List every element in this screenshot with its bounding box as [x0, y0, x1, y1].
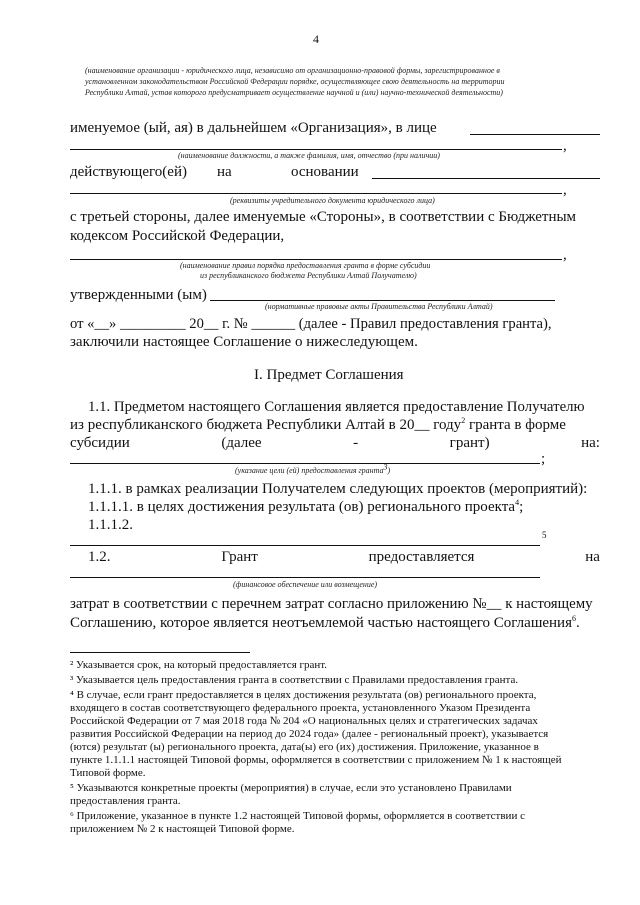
footnote-4-line-2: входящего в состав соответствующего федерального проекта, установленного Указом Президента: [70, 702, 531, 714]
position-fill-line: [70, 149, 562, 150]
position-caption: (наименование должности, а также фамилия, имя, отчество (при наличии): [178, 151, 440, 160]
costs-line-2-text: Соглашению, которое является неотъемлемой частью настоящего Соглашения: [70, 615, 572, 631]
clause-1-2-number: 1.2.: [88, 549, 111, 565]
word-for: на:: [581, 435, 600, 451]
projects-fill-line: [70, 545, 540, 546]
approved-text: утвержденными (ым): [70, 287, 207, 303]
word-grant: грант): [449, 435, 490, 451]
funding-fill-line: [70, 577, 540, 578]
acting-word-2: на: [217, 164, 232, 180]
costs-line-2: [70, 614, 580, 632]
word-hereinafter: (далее: [221, 435, 262, 451]
acting-word-3: основании: [291, 164, 359, 180]
footnote-ref-6: 6: [571, 614, 576, 623]
footnote-4-line-6: пункте 1.1.1.1 настоящей Типовой формы, оформляется в соответствии с приложением № 1 к настоящей: [70, 754, 562, 766]
rules-caption-line-2: из республиканского бюджета Республики Алтай Получателю): [200, 271, 417, 280]
word-dash: -: [353, 435, 359, 451]
header-caption-line-1: (наименование организации - юридического лица, независимо от организационно-правовой формы, зарегистрированное в: [85, 66, 500, 75]
clause-1-2-for: на: [585, 549, 600, 565]
page-number: 4: [313, 32, 319, 46]
clause-1-2-grant: Грант: [221, 549, 258, 565]
third-party-line-2: кодексом Российской Федерации,: [70, 228, 285, 244]
rules-fill-line: [70, 259, 562, 260]
funding-caption: (финансовое обеспечение или возмещение): [233, 580, 378, 589]
clause-1-1-line-2: [70, 416, 566, 434]
clause-1-1-line-2-end: гранта в форме: [465, 417, 566, 433]
header-caption-line-3: Республики Алтай, устав которого предусматривает осуществление научной и (или) научно-технической деятельности): [85, 88, 503, 97]
word-subsidy: субсидии: [70, 435, 130, 451]
rules-caption-line-1: (наименование правил порядка предоставления гранта в форме субсидии: [180, 261, 431, 270]
footnote-ref-5: 5: [542, 530, 547, 540]
clause-1-1-line-2-text: из республиканского бюджета Республики Алтай в 20__ году: [70, 417, 462, 433]
section-title: I. Предмет Соглашения: [254, 367, 404, 383]
footnote-2: ² Указывается срок, на который предоставляется грант.: [70, 659, 328, 671]
footnote-4-line-4: развития Российской Федерации на период до 2024 года» (далее - региональный проект), указывается: [70, 728, 549, 740]
clause-1-1-line-1: 1.1. Предметом настоящего Соглашения является предоставление Получателю: [88, 399, 585, 415]
charter-caption: (реквизиты учредительного документа юридического лица): [230, 196, 435, 205]
header-caption-line-2: установленном законодательством Российской Федерации порядке, осуществляющее свою деятельность на территории: [85, 77, 505, 86]
named-fill-line: [470, 134, 600, 135]
purpose-caption: [235, 462, 391, 475]
purpose-fill-line: [70, 463, 540, 464]
basis-fill-line: [372, 178, 600, 179]
comma: ,: [563, 138, 567, 154]
clause-1-1-1-2: 1.1.1.2.: [88, 517, 133, 533]
clause-1-1-line-3: [70, 434, 600, 452]
approved-fill-line: [210, 300, 555, 301]
approved-caption: (нормативные правовые акты Правительства Республики Алтай): [265, 302, 493, 311]
costs-line-2-end: .: [575, 615, 580, 631]
clause-1-1-1-1-end: ;: [519, 499, 524, 515]
third-party-line-1: с третьей стороны, далее именуемые «Стороны», в соответствии с Бюджетным: [70, 209, 577, 225]
charter-fill-line: [70, 193, 562, 194]
footnote-ref-2: 2: [461, 416, 466, 425]
date-line-2: заключили настоящее Соглашение о нижеследующем.: [70, 334, 418, 350]
footnote-4-line-3: Российской Федерации от 7 мая 2018 года № 204 «О национальных целях и стратегических задачах: [70, 715, 538, 727]
footnote-ref-4: 4: [515, 498, 520, 507]
footnote-4-line-1: ⁴ В случае, если грант предоставляется в целях достижения результата (ов) регионального проекта,: [70, 689, 537, 701]
purpose-caption-text: (указание цели (ей) предоставления гранта: [235, 466, 384, 475]
semicolon: ;: [541, 451, 546, 467]
purpose-caption-end: ): [387, 466, 391, 475]
acting-word-1: действующего(ей): [70, 164, 187, 180]
clause-1-2-provided: предоставляется: [368, 549, 475, 565]
footnote-ref-3: 3: [383, 462, 388, 472]
clause-1-1-1-1: [88, 498, 523, 516]
footnote-6-line-1: ⁶ Приложение, указанное в пункте 1.2 настоящей Типовой формы, оформляется в соответствии с: [70, 810, 525, 822]
clause-1-1-1-1-text: 1.1.1.1. в целях достижения результата (ов) регионального проекта: [88, 499, 516, 515]
footnote-4-line-7: Типовой форме.: [70, 767, 146, 779]
comma: ,: [563, 247, 567, 263]
footnote-6-line-2: приложением № 2 к настоящей Типовой форме.: [70, 823, 295, 835]
named-text: именуемое (ый, ая) в дальнейшем «Организация», в лице: [70, 120, 437, 136]
footnote-3: ³ Указывается цель предоставления гранта в соответствии с Правилами предоставления гранта.: [70, 674, 519, 686]
clause-1-2: [88, 548, 600, 566]
footnote-separator: [70, 652, 250, 653]
comma: ,: [563, 182, 567, 198]
footnote-4-line-5: (ются) результат (ы) регионального проекта, дата(ы) его (их) достижения. Приложение, указанное в: [70, 741, 539, 753]
date-line-1: от «__» _________ 20__ г. № ______ (далее - Правил предоставления гранта),: [70, 316, 552, 332]
footnotes: [70, 659, 600, 836]
footnote-5-line-1: ⁵ Указываются конкретные проекты (мероприятия) в случае, если это установлено Правилами: [70, 782, 512, 794]
costs-line-1: затрат в соответствии с перечнем затрат согласно приложению №__ к настоящему: [70, 596, 593, 612]
footnote-5-line-2: предоставления гранта.: [70, 795, 181, 807]
clause-1-1-1: 1.1.1. в рамках реализации Получателем следующих проектов (мероприятий):: [88, 481, 588, 497]
